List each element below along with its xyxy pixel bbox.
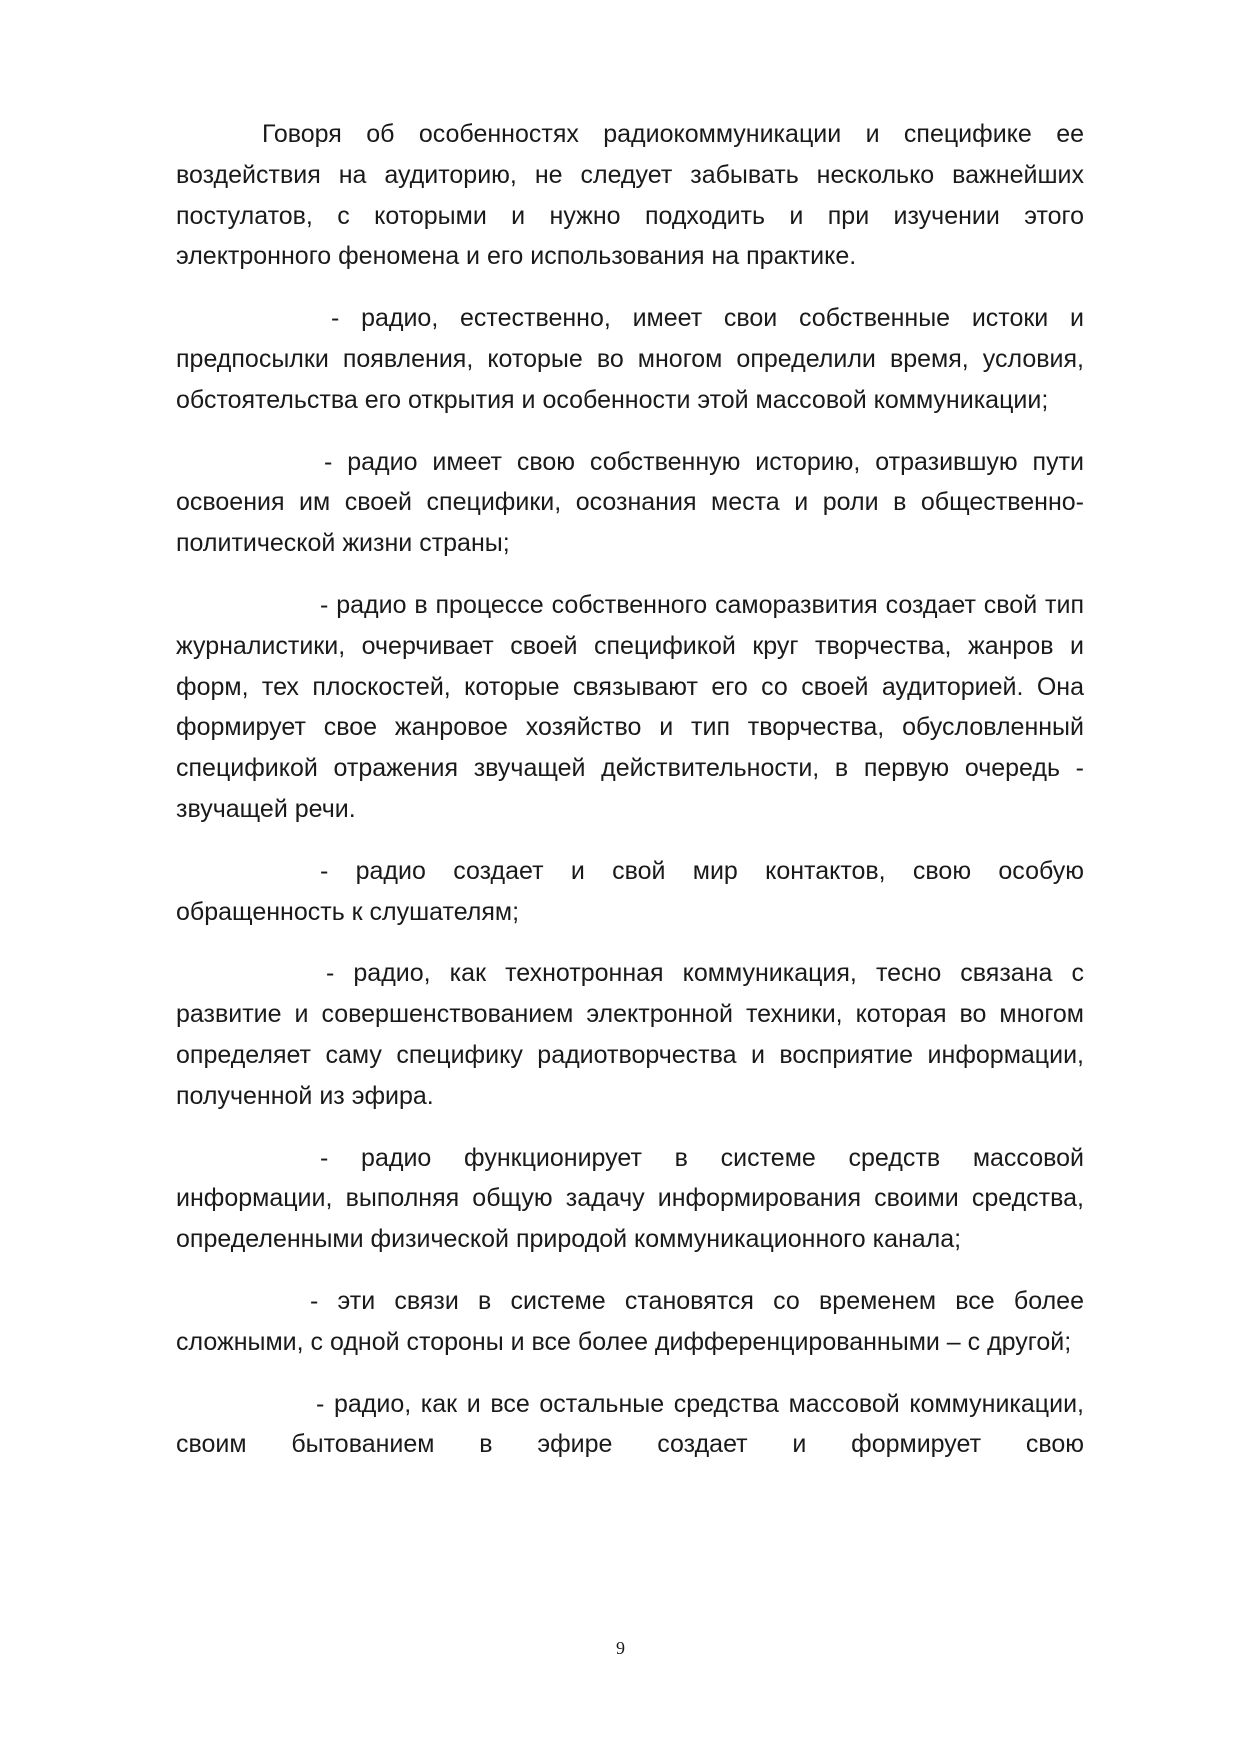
list-item: - радио создает и свой мир контактов, свою особую обращенность к слушателям; bbox=[176, 856, 1084, 926]
list-item: - эти связи в системе становятся со временем все более сложными, с одной стороны и все более дифференцированными – с другой; bbox=[176, 1286, 1084, 1356]
list-item: - радио, естественно, имеет свои собственные истоки и предпосылки появления, которые во многом определили время, условия, обстоятельства его открытия и особенности этой массовой коммуникации; bbox=[176, 304, 1084, 414]
list-item: - радио имеет свою собственную историю, отразившую пути освоения им своей специфики, осознания места и роли в общественно-политической жизни страны; bbox=[176, 447, 1084, 558]
list-item: - радио функционирует в системе средств массовой информации, выполняя общую задачу информирования своими средства, определенными физической природой коммуникационного канала; bbox=[176, 1143, 1084, 1254]
paragraph-intro: Говоря об особенностях радиокоммуникации и специфике ее воздействия на аудиторию, не следует забывать несколько важнейших постулатов, с которыми и нужно подходить и при изучении этого электронного феномена и его использования на практике. bbox=[176, 120, 1084, 271]
list-item: - радио в процессе собственного саморазвития создает свой тип журналистики, очерчивает своей спецификой круг творчества, жанров и форм, тех плоскостей, которые связывают его со своей аудиторией. Она формирует свое жанровое хозяйство и тип творчества, обусловленный спецификой отражения звучащей действительности, в первую очередь - звучащей речи. bbox=[176, 590, 1084, 823]
page-number: 9 bbox=[616, 1638, 625, 1658]
list-item: - радио, как технотронная коммуникация, тесно связана с развитие и совершенствованием электронной техники, которая во многом определяет саму специфику радиотворчества и восприятие информации, полученной из эфира. bbox=[176, 959, 1084, 1110]
document-body bbox=[176, 114, 1084, 1486]
list-item: - радио, как и все остальные средства массовой коммуникации, своим бытованием в эфире создает и формирует свою bbox=[176, 1389, 1084, 1459]
